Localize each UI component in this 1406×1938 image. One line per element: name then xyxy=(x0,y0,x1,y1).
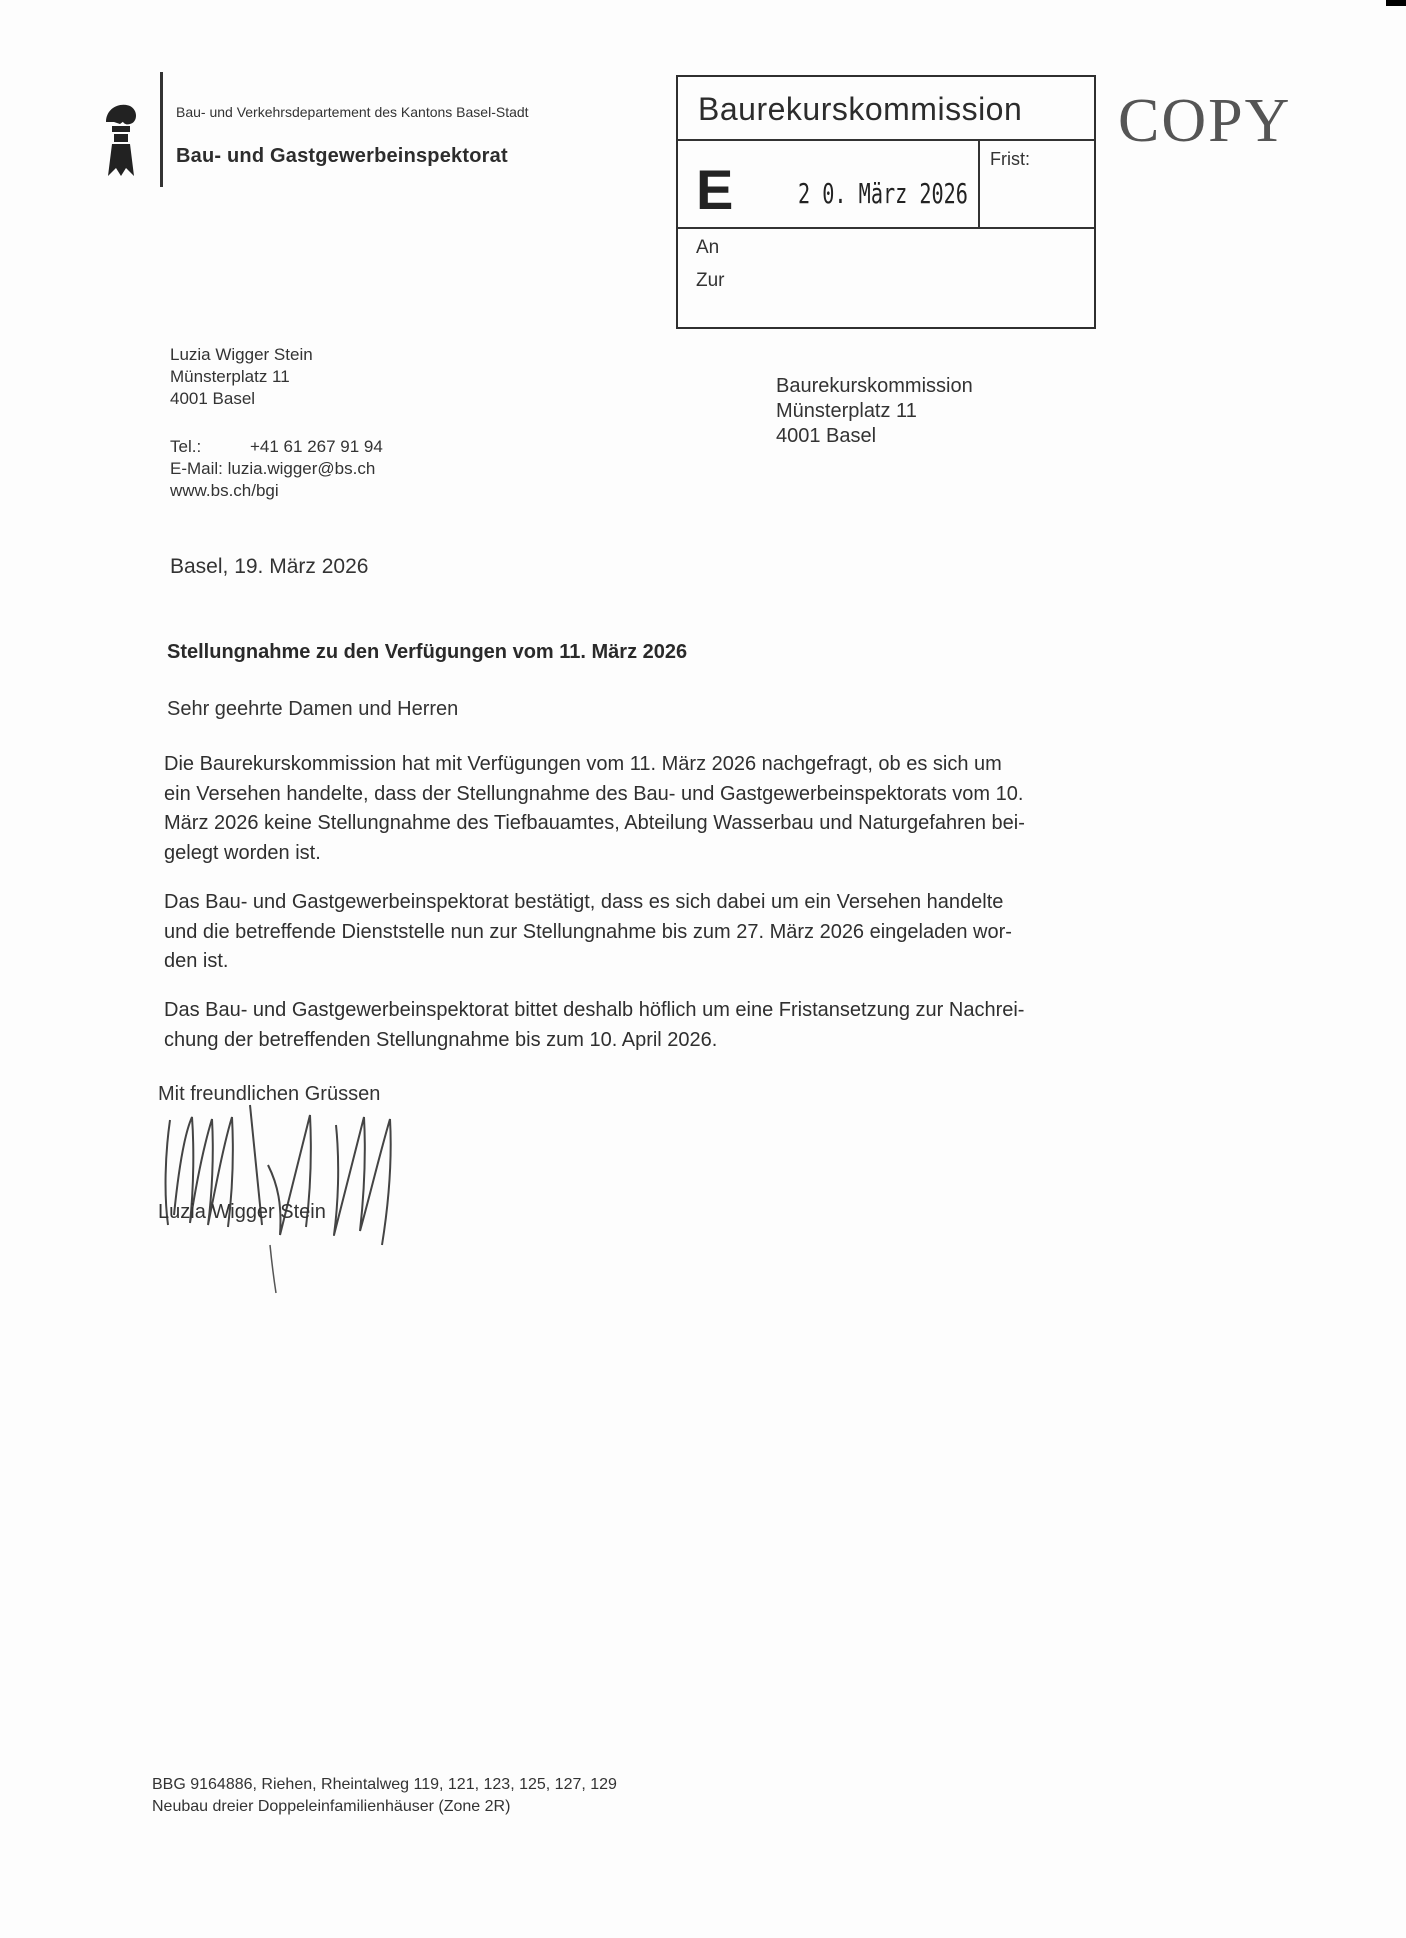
tel-label: Tel.: xyxy=(170,437,202,456)
copy-mark: COPY xyxy=(1118,87,1292,155)
stamp-divider xyxy=(978,139,980,229)
place-date: Basel, 19. März 2026 xyxy=(170,555,369,578)
email-label: E-Mail: xyxy=(170,459,223,478)
letter-subject: Stellungnahme zu den Verfügungen vom 11. März 2026 xyxy=(167,641,688,663)
text-line: und die betreffende Dienststelle nun zur Stellungnahme bis zum 27. März 2026 eingeladen wor- xyxy=(164,920,1012,943)
stamp-an-label: An xyxy=(696,237,720,258)
sender-contact xyxy=(170,436,383,502)
scan-edge-mark xyxy=(1386,0,1406,6)
paragraph xyxy=(164,750,1244,868)
stamp-zur-label: Zur xyxy=(696,270,725,291)
stamp-date: 2 0. März 2026 xyxy=(798,177,968,210)
email-value: luzia.wigger@bs.ch xyxy=(227,459,376,478)
closing: Mit freundlichen Grüssen xyxy=(158,1083,381,1105)
text-line: März 2026 keine Stellungnahme des Tiefbauamtes, Abteilung Wasserbau und Naturgefahren bei- xyxy=(164,812,1025,834)
paragraph xyxy=(164,888,1244,977)
reference-footer xyxy=(152,1774,617,1818)
text-line: gelegt worden ist. xyxy=(164,841,321,864)
text-line: ein Versehen handelte, dass der Stellungnahme des Bau- und Gastgewerbeinspektorats vom 10. xyxy=(164,782,1024,805)
sender-street: Münsterplatz 11 xyxy=(170,367,290,386)
receipt-stamp xyxy=(676,75,1096,329)
text-line: Das Bau- und Gastgewerbeinspektorat bittet deshalb höflich um eine Fristansetzung zur Nachrei- xyxy=(164,999,1025,1021)
recipient-street: Münsterplatz 11 xyxy=(776,400,917,422)
recipient-name: Baurekurskommission xyxy=(776,375,973,397)
sender-city: 4001 Basel xyxy=(170,389,256,408)
department-name: Bau- und Verkehrsdepartement des Kantons Basel-Stadt xyxy=(176,104,529,120)
signatory-name: Luzia Wigger Stein xyxy=(158,1201,326,1223)
sender-name: Luzia Wigger Stein xyxy=(170,345,313,364)
sender-address xyxy=(170,344,313,410)
stamp-divider xyxy=(678,227,1094,229)
text-line: den ist. xyxy=(164,950,229,972)
handwritten-signature xyxy=(150,1095,470,1295)
paragraph xyxy=(164,996,1244,1055)
basel-staff-logo-icon xyxy=(100,100,140,178)
text-line: Die Baurekurskommission hat mit Verfügungen vom 11. März 2026 nachgefragt, ob es sich um xyxy=(164,753,1002,775)
recipient-address xyxy=(776,374,973,449)
text-line: Das Bau- und Gastgewerbeinspektorat bestätigt, dass es sich dabei um ein Versehen handelte xyxy=(164,891,1004,913)
recipient-city: 4001 Basel xyxy=(776,425,877,447)
website: www.bs.ch/bgi xyxy=(170,481,279,500)
footer-line: Neubau dreier Doppeleinfamilienhäuser (Zone 2R) xyxy=(152,1798,511,1815)
stamp-frist-label: Frist: xyxy=(990,149,1030,169)
stamp-title: Baurekurskommission xyxy=(698,91,1023,127)
tel-value: +41 61 267 91 94 xyxy=(250,437,383,456)
salutation: Sehr geehrte Damen und Herren xyxy=(167,698,459,720)
footer-line: BBG 9164886, Riehen, Rheintalweg 119, 121, 123, 125, 127, 129 xyxy=(152,1776,617,1793)
header-divider xyxy=(160,72,163,187)
stamp-letter: E xyxy=(696,158,734,221)
text-line: chung der betreffenden Stellungnahme bis zum 10. April 2026. xyxy=(164,1028,718,1051)
office-name: Bau- und Gastgewerbeinspektorat xyxy=(176,145,508,167)
stamp-divider xyxy=(678,139,1094,141)
